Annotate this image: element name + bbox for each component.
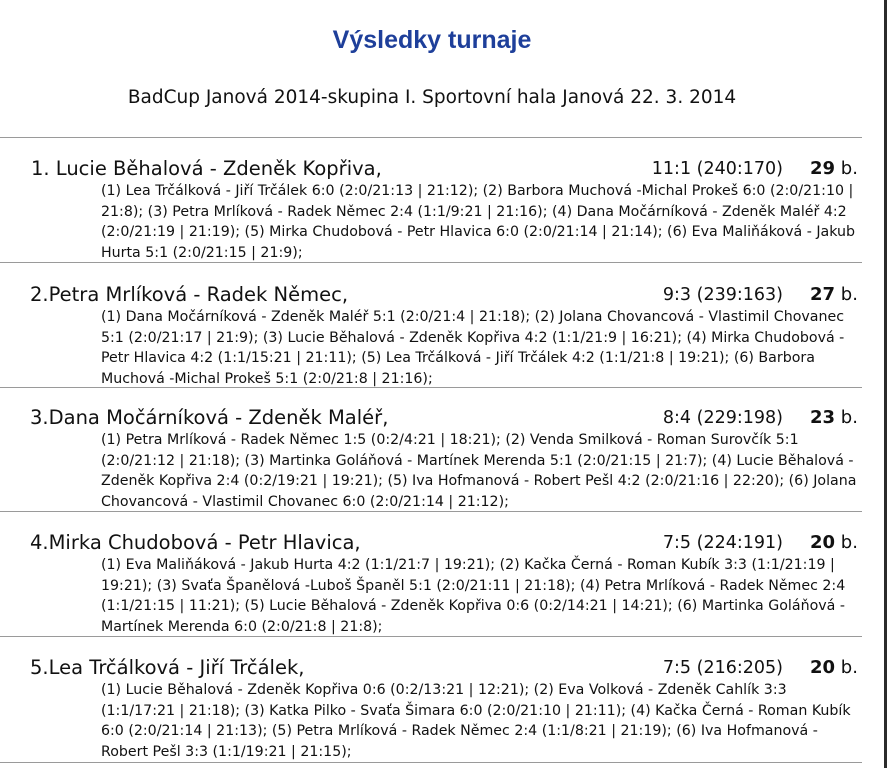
points-value: 20 [810,657,836,678]
divider [0,636,862,637]
pair-points [810,532,858,553]
pair-name: 5.Lea Trčálková - Jiří Trčálek, [30,656,305,679]
match-details: (1) Petra Mrlíková - Radek Němec 1:5 (0:2/4:21 | 18:21); (2) Venda Smilková - Roman Surovčík 5:1 (2:0/21:12 | 21:18); (3) Martinka Goláňová - Martínek Merenda 5:1 (2:0/21:15 | 21:7); (4) Lucie Běhalová - Zdeněk Kopřiva 2:4 (0:2/19:21 | 19:21); (5) Iva Hofmanová - Robert Pešl 4:2 (2:0/21:16 | 22:20); (6) Jolana Chovancová - Vlastimil Chovanec 6:0 (2:0/21:14 | 21:12); [101,432,857,510]
pair-points [810,657,858,678]
pair-name: 1. Lucie Běhalová - Zdeněk Kopřiva, [31,157,382,180]
divider [0,137,862,138]
divider [0,762,862,763]
pair-name: 3.Dana Močárníková - Zdeněk Maléř, [30,406,389,429]
pair-points [810,284,858,305]
pair-score: 11:1 (240:170) [651,159,783,179]
divider [0,511,862,512]
pair-points [810,407,858,428]
pair-score: 7:5 (224:191) [662,533,783,553]
points-unit: b. [840,284,858,305]
match-details: (1) Lea Trčálková - Jiří Trčálek 6:0 (2:0/21:13 | 21:12); (2) Barbora Muchová -Michal Prokeš 6:0 (2:0/21:10 | 21:8); (3) Petra Mrlíková - Radek Němec 2:4 (1:1/9:21 | 21:16); (4) Dana Močárníková - Zdeněk Maléř 4:2 (2:0/21:19 | 21:19); (5) Mirka Chudobová - Petr Hlavica 6:0 (2:0/21:14 | 21:14); (6) Eva Maliňáková - Jakub Hurta 5:1 (2:0/21:15 | 21:9); [101,183,855,261]
points-unit: b. [840,657,858,678]
pair-name: 4.Mirka Chudobová - Petr Hlavica, [30,531,361,554]
points-value: 23 [810,407,836,428]
match-details: (1) Eva Maliňáková - Jakub Hurta 4:2 (1:1/21:7 | 19:21); (2) Kačka Černá - Roman Kubík 3:3 (1:1/21:19 | 19:21); (3) Svaťa Španělová -Luboš Španěl 5:1 (2:0/21:11 | 21:18); (4) Petra Mrlíková - Radek Němec 2:4 (1:1/21:15 | 11:21); (5) Lucie Běhalová - Zdeněk Kopřiva 0:6 (0:2/14:21 | 14:21); (6) Martinka Goláňová - Martínek Merenda 6:0 (2:0/21:8 | 21:8); [101,557,846,635]
points-unit: b. [840,158,858,179]
points-unit: b. [840,532,858,553]
divider [0,262,862,263]
match-details: (1) Dana Močárníková - Zdeněk Maléř 5:1 (2:0/21:4 | 21:18); (2) Jolana Chovancová - Vlastimil Chovanec 5:1 (2:0/21:17 | 21:9); (3) Lucie Běhalová - Zdeněk Kopřiva 4:2 (1:1/21:9 | 16:21); (4) Mirka Chudobová - Petr Hlavica 4:2 (1:1/15:21 | 21:11); (5) Lea Trčálková - Jiří Trčálek 4:2 (1:1/21:8 | 19:21); (6) Barbora Muchová -Michal Prokeš 5:1 (2:0/21:8 | 21:16); [101,309,845,387]
tournament-subtitle: BadCup Janová 2014-skupina I. Sportovní hala Janová 22. 3. 2014 [127,87,737,108]
match-details: (1) Lucie Běhalová - Zdeněk Kopřiva 0:6 (0:2/13:21 | 12:21); (2) Eva Volková - Zdeněk Cahlík 3:3 (1:1/17:21 | 21:18); (3) Katka Pilko - Svaťa Šimara 6:0 (2:0/21:10 | 21:11); (4) Kačka Černá - Roman Kubík 6:0 (2:0/21:14 | 21:13); (5) Petra Mrlíková - Radek Němec 2:4 (1:1/8:21 | 21:19); (6) Iva Hofmanová - Robert Pešl 3:3 (1:1/19:21 | 21:15); [101,682,851,760]
pair-name: 2.Petra Mrlíková - Radek Němec, [30,283,349,306]
points-value: 27 [810,284,836,305]
divider [0,387,862,388]
points-unit: b. [840,407,858,428]
pair-points [810,158,858,179]
pair-score: 9:3 (239:163) [662,285,783,305]
pair-score: 7:5 (216:205) [662,658,783,678]
pair-score: 8:4 (229:198) [662,408,783,428]
points-value: 29 [810,158,836,179]
points-value: 20 [810,532,836,553]
page-title: Výsledky turnaje [332,26,532,54]
